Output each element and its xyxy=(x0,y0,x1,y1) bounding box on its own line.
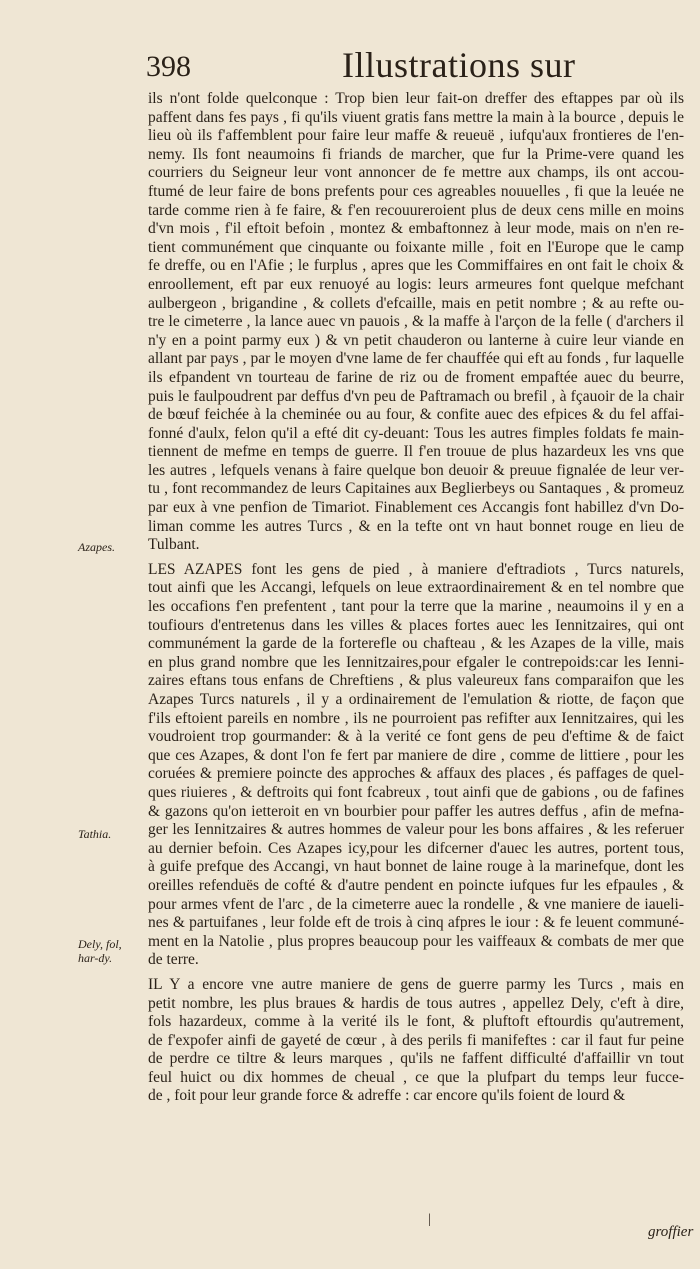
text-line: ils n'ont folde quelconque : Trop bien leur fait-on dreffer des eftappes par où ils xyxy=(148,90,684,107)
text-line: de bœuf feichée à la cheminée ou au four, & confite auec des efpices & du fel affai- xyxy=(148,406,684,424)
text-line: fols hazardeux, comme à la verité ils le font, & pluftoft eftourdis qu'autrement, xyxy=(148,1013,684,1031)
text-line: nemy. Ils font neaumoins fi friands de marcher, que fur la Prime-vere quand les xyxy=(148,145,684,163)
text-line: coruées & premiere poincte des approches & affaux des places , és paffages de quel- xyxy=(148,765,684,783)
signature-mark: | xyxy=(428,1212,431,1227)
margin-note-azapes: Azapes. xyxy=(78,540,115,554)
text-line: en plus grand nombre que les Iennitzaires,pour efgaler le contrepoids:car les Ienni- xyxy=(148,653,684,671)
text-line: tre le cimeterre , la lance auec vn pauois , & la maffe à l'arçon de la felle ( d'archers il xyxy=(148,313,684,331)
text-line: communément la garde de la forterefle ou chafteau , & les Azapes de la ville, mais xyxy=(148,635,684,653)
text-line: ment en la Natolie , plus propres beaucoup pour les vaiffeaux & combats de mer que xyxy=(148,932,684,950)
running-title: Illustrations sur xyxy=(342,45,576,85)
text-line: les occafions f'en prefentent , tant pour la terre que la marine , neaumoins il y en a xyxy=(148,598,684,616)
text-line: puis le faulpoudrent par deffus d'vn peu de Paftramach ou brefil , à fçauoir de la chair xyxy=(148,387,684,405)
paragraph xyxy=(148,90,684,555)
text-line: liman comme les autres Turcs , & en la tefte ont vn haut bonnet rouge en lieu de xyxy=(148,517,684,535)
text-line: de terre. xyxy=(148,951,199,969)
text-line: ger les Iennitzaires & autres hommes de valeur pour les bons affaires , & les referuer xyxy=(148,821,684,839)
text-line: enroollement, eft par eux renuoyé au logis: leurs armeures font quelque mefchant xyxy=(148,275,684,293)
paragraph xyxy=(148,976,684,1106)
text-line: courriers du Seigneur leur vont annoncer de fe mettre aux champs, ils ont accou- xyxy=(148,164,684,182)
text-line: feul huict ou dix hommes de cheual , ce que la plufpart du temps leur fucce- xyxy=(148,1068,684,1086)
text-line: aulbergeon , brigandine , & collets d'efcaille, mais en petit nombre ; & au refte ou- xyxy=(148,294,684,312)
text-line: au dernier befoin. Ces Azapes icy,pour les difcerner d'auec les autres, portent tous, xyxy=(148,839,684,857)
text-line: petit nombre, les plus braues & hardis de tous autres , appellez Dely, c'eft à dire, xyxy=(148,994,684,1012)
text-line: n'y en a point parmy eux ) & vn petit chauderon ou lanterne à cuire leur viande en xyxy=(148,331,684,349)
text-line: toufiours d'entretenus dans les villes & places fortes auec les Iennitzaires, qui ont xyxy=(148,616,684,634)
text-line: ftumé de leur faire de bons prefents pour ces agreables nouuelles , fi que la leuée ne xyxy=(148,182,684,200)
text-line: f'ils eftoient pareils en nombre , ils ne pourroient pas refifter aux Iennitzaires, qui les xyxy=(148,709,684,727)
text-line: oreilles refenduës de cofté & d'autre pendent en poincte iufques fur les efpaules , & xyxy=(148,876,684,894)
text-line: tiennent de mefme en temps de guerre. Il f'en trouue de plus hazardeux les vns que xyxy=(148,443,684,461)
text-line: tout ainfi que les Accangi, lefquels on leue extraordinairement & en tel nombre que xyxy=(148,579,684,597)
text-line: d'vn mois , f'il eftoit befoin , montez & embaftonnez à leur mode, mais on n'en re- xyxy=(148,220,684,238)
text-line: ils efpandent vn tourteau de farine de riz ou de froment empaftée auec du beurre, xyxy=(148,368,684,386)
page-number: 398 xyxy=(146,50,191,83)
text-line: fonné d'aulx, felon qu'il a efté dit cy-deuant: Tous les autres fimples foldats fe main- xyxy=(148,424,684,442)
text-line: que ces Azapes, & dont l'on fe fert par maniere de dire , comme de littiere , pour les xyxy=(148,746,684,764)
text-line: Tulbant. xyxy=(148,536,200,554)
catchword: groffier xyxy=(648,1224,694,1240)
margin-note-tathia: Tathia. xyxy=(78,827,112,841)
text-line: paffent dans fes pays , fi qu'ils viuent gratis fans mettre la main à la bource , depuis le xyxy=(148,108,684,126)
page-header xyxy=(146,44,686,90)
text-line: de , foit pour leur grande force & adreffe : car encore qu'ils foient de lourd & xyxy=(148,1087,626,1105)
margin-note-dely: Dely, fol, har-dy. xyxy=(78,937,122,965)
body-text xyxy=(148,90,684,1106)
text-line: à guife prefque des Accangi, vn haut bonnet de laine rouge à la marinefque, dont les xyxy=(148,858,684,876)
text-line: LES AZAPES font les gens de pied , à maniere d'eftradiots , Turcs naturels, xyxy=(148,560,684,578)
text-line: zaires eftans tous enfans de Chreftiens , & plus valeureux fans comparaifon que les xyxy=(148,672,684,690)
text-line: par eux à vne penfion de Timariot. Finablement ces Accangis font habillez d'vn Do- xyxy=(148,499,684,517)
text-line: fe dreffe, ou en l'Afie ; le furplus , apres que les Commiffaires en ont fait le choix & xyxy=(148,257,684,275)
text-line: de perdre ce tiltre & leurs marques , qu'ils ne faffent difficulté d'affaillir vn tout xyxy=(148,1050,684,1068)
text-line: Azapes Turcs naturels , il y a ordinairement de l'emulation & riotte, de façon que xyxy=(148,691,684,708)
text-line: IL Y a encore vne autre maniere de gens de guerre parmy les Turcs , mais en xyxy=(148,975,684,993)
text-line: tient communément que cinquante ou foixante mille , foit en l'Europe que le camp xyxy=(148,238,684,256)
text-line: de f'expofer ainfi de gayeté de cœur , à des perils fi manifeftes : car il faut fur peine xyxy=(148,1031,684,1049)
text-line: les autres , lefquels venans à faire quelque bon deuoir & preuue fignalée de leur ver- xyxy=(148,461,684,479)
text-line: nes & partuifanes , leur folde eft de trois à cinq afpres le iour : & fe leuent communé- xyxy=(148,914,684,932)
text-line: tarde comme rien à fe faire, & f'en recouureroient plus de deux cens mille en moins xyxy=(148,201,684,219)
text-line: tu , font recommandez de leurs Capitaines aux Beglierbeys ou Santaques , & promeuz xyxy=(148,480,684,498)
text-line: lieu où ils f'affemblent pour faire leur maffe & reueuë , iufqu'aux frontieres de l'en- xyxy=(148,127,684,145)
text-line: allant par pays , par le moyen d'vne lame de fer chauffée qui eft au fonds , fur laquelle xyxy=(148,350,684,368)
paragraph xyxy=(148,561,684,970)
text-line: voudroient trop gourmander: & à la verité ce font gens de peu d'eftime & de faict xyxy=(148,728,684,746)
text-line: & gazons qu'on ietteroit en vn bourbier pour paffer les autres deffus , afin de mefna- xyxy=(148,802,684,820)
text-line: ques riuieres , & deftroits qui font fcabreux , tout ainfi que de gabions , ou de fafines xyxy=(148,783,684,801)
text-line: pour armes vfent de l'arc , de la cimeterre auec la rondelle , & vne maniere de iaueli- xyxy=(148,895,684,913)
